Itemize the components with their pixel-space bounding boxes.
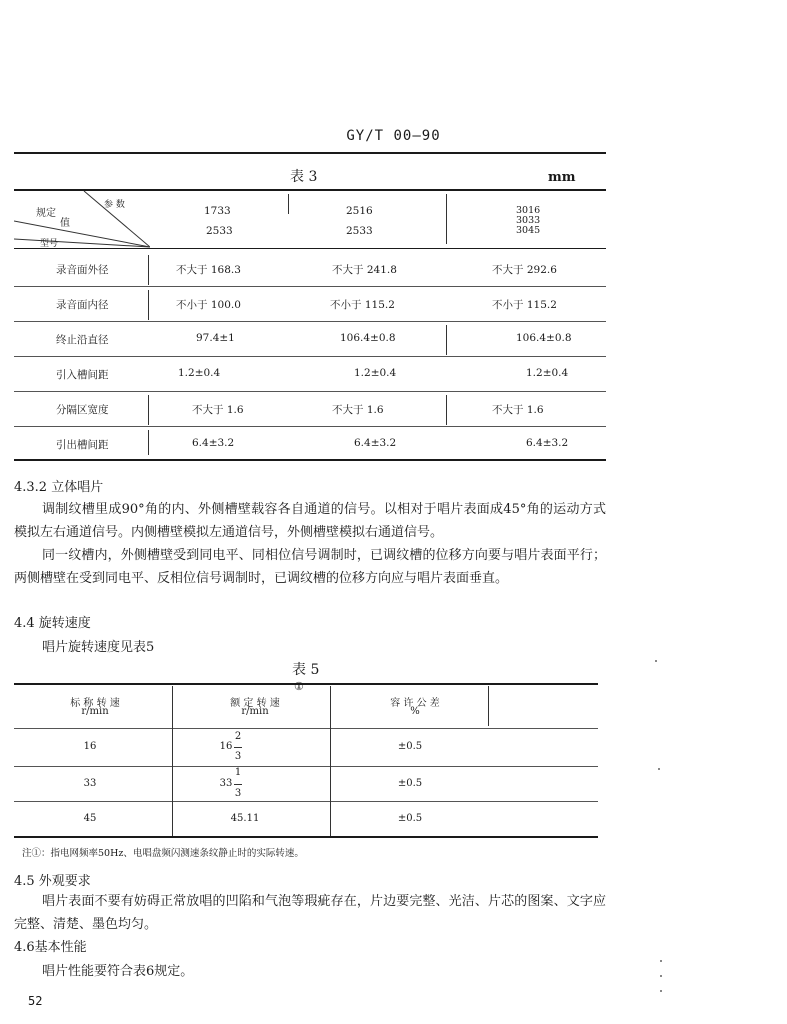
scan-speck [655, 660, 657, 662]
table5-bottom-rule [14, 836, 598, 838]
table5-tolerance: ±0.5 [397, 778, 423, 789]
table5-header-tolerance-unit: % [410, 706, 420, 717]
document-code: GY/T 00—90 [346, 128, 441, 144]
table3-row-label: 引入槽间距 [56, 369, 109, 381]
table5-row-divider [14, 801, 598, 802]
table5-rated-denominator: 3 [234, 751, 242, 762]
table3-col1-line1: 1733 [204, 205, 231, 217]
section-4-5-paragraph: 唱片表面不要有妨碍正常放唱的凹陷和气泡等瑕疵存在，片边要完整、光洁、片芯的图案、文字应完整、清楚、墨色均匀。 [14, 894, 606, 932]
table3-cell: 不大于 1.6 [492, 404, 544, 416]
table3-col1-line2: 2533 [206, 225, 233, 237]
section-4-3-2-paragraph-1: 调制纹槽里成90°角的内、外侧槽壁载容各自通道的信号。以相对于唱片表面成45°角的运动方式模拟左右通道信号。内侧槽壁模拟左通道信号，外侧槽壁模拟右通道信号。 [14, 502, 606, 540]
table5-header-nominal-unit: r/min [81, 706, 109, 717]
section-4-6-paragraph: 唱片性能要符合表6规定。 [42, 964, 194, 979]
table3-cell: 不大于 1.6 [192, 404, 244, 416]
table3-cell: 不大于 241.8 [332, 264, 397, 276]
table5-rated-whole: 45.11 [230, 813, 260, 824]
section-heading-4-5: 4.5 外观要求 [14, 874, 91, 889]
table3-row-label: 引出槽间距 [56, 439, 109, 451]
table5-title: 表 5 [292, 662, 320, 678]
table3-cell: 不小于 115.2 [330, 299, 395, 311]
scan-speck [660, 990, 662, 992]
table5-header-rated-footnote-mark: ① [294, 680, 304, 693]
table5-fraction-bar [234, 784, 242, 785]
section-heading-4-6: 4.6基本性能 [14, 940, 87, 955]
page-number: 52 [28, 994, 43, 1008]
section-4-3-2-paragraph-2: 同一纹槽内，外侧槽壁受到同电平、同相位信号调制时，已调纹槽的位移方向要与唱片表面平行；两侧槽壁在受到同电平、反相位信号调制时，已调纹槽的位移方向应与唱片表面垂直。 [14, 548, 606, 586]
table3-col3-line3: 3045 [516, 225, 541, 236]
table5-row-divider [14, 766, 598, 767]
table3-cell: 不小于 115.2 [492, 299, 557, 311]
table3-title: 表 3 [290, 169, 318, 185]
table3-cell: 1.2±0.4 [526, 367, 569, 379]
table5-vline [330, 686, 331, 836]
table5-tolerance: ±0.5 [397, 741, 423, 752]
table5-header-rated: 额 定 转 速 [230, 698, 280, 709]
table3-col2-line1: 2516 [346, 205, 373, 217]
table3-cell: 不小于 100.0 [176, 299, 241, 311]
table5-rated-whole: 33 [219, 778, 233, 789]
table5-header-rule [14, 728, 598, 729]
table3-corner-mid-left: 规定 [36, 208, 56, 219]
table3-col3-line2: 3033 [516, 215, 541, 226]
table5-tolerance: ±0.5 [397, 813, 423, 824]
section-4-4-paragraph: 唱片旋转速度见表5 [42, 640, 155, 655]
scan-speck [660, 975, 662, 977]
table3-corner-top: 参 数 [104, 200, 125, 210]
table3-cell: 1.2±0.4 [354, 367, 397, 379]
table5-header-rated-unit: r/min [241, 706, 269, 717]
table3-cell: 不大于 168.3 [176, 264, 241, 276]
table3-unit: mm [548, 170, 576, 185]
scan-speck [660, 960, 662, 962]
table5-rated-numerator: 2 [234, 731, 242, 742]
table3-cell: 1.2±0.4 [178, 367, 221, 379]
table5-nominal-speed: 16 [83, 741, 97, 752]
table3-cell: 6.4±3.2 [526, 437, 569, 449]
table3-row-label: 分隔区宽度 [56, 404, 109, 416]
table5-fraction-bar [234, 747, 242, 748]
table5-rated-whole: 16 [219, 741, 233, 752]
table5-top-rule [14, 683, 598, 685]
table3-col2-line2: 2533 [346, 225, 373, 237]
table5-header-nominal: 标 称 转 速 [70, 698, 120, 709]
table3-cell: 106.4±0.8 [516, 332, 572, 344]
table3-corner-mid: 值 [60, 218, 70, 229]
section-heading-4-3-2: 4.3.2 立体唱片 [14, 480, 104, 495]
table5-nominal-speed: 45 [83, 813, 97, 824]
table3-cell: 6.4±3.2 [192, 437, 235, 449]
table3-row-label: 终止沿直径 [56, 334, 109, 346]
table5-rated-numerator: 1 [234, 767, 242, 778]
table5-rated-denominator: 3 [234, 788, 242, 799]
section-heading-4-4: 4.4 旋转速度 [14, 616, 91, 631]
table5-vline [488, 686, 489, 726]
table3-row-label: 录音面外径 [56, 264, 109, 276]
table5-footnote: 注①：指电网频率50Hz、电唱盘频闪测速条纹静止时的实际转速。 [22, 848, 304, 859]
table5-vline [172, 686, 173, 836]
table3-cell: 不大于 1.6 [332, 404, 384, 416]
table3-cell: 106.4±0.8 [340, 332, 396, 344]
table5-nominal-speed: 33 [83, 778, 97, 789]
table3-corner-bottom: 型号 [40, 239, 59, 249]
table3-cell: 不大于 292.6 [492, 264, 557, 276]
table3-cell: 6.4±3.2 [354, 437, 397, 449]
table3-cell: 97.4±1 [196, 332, 235, 344]
table5-header-tolerance: 容 许 公 差 [390, 698, 440, 709]
table3-row-label: 录音面内径 [56, 299, 109, 311]
table3-col3-line1: 3016 [516, 205, 541, 216]
scan-speck [658, 768, 660, 770]
